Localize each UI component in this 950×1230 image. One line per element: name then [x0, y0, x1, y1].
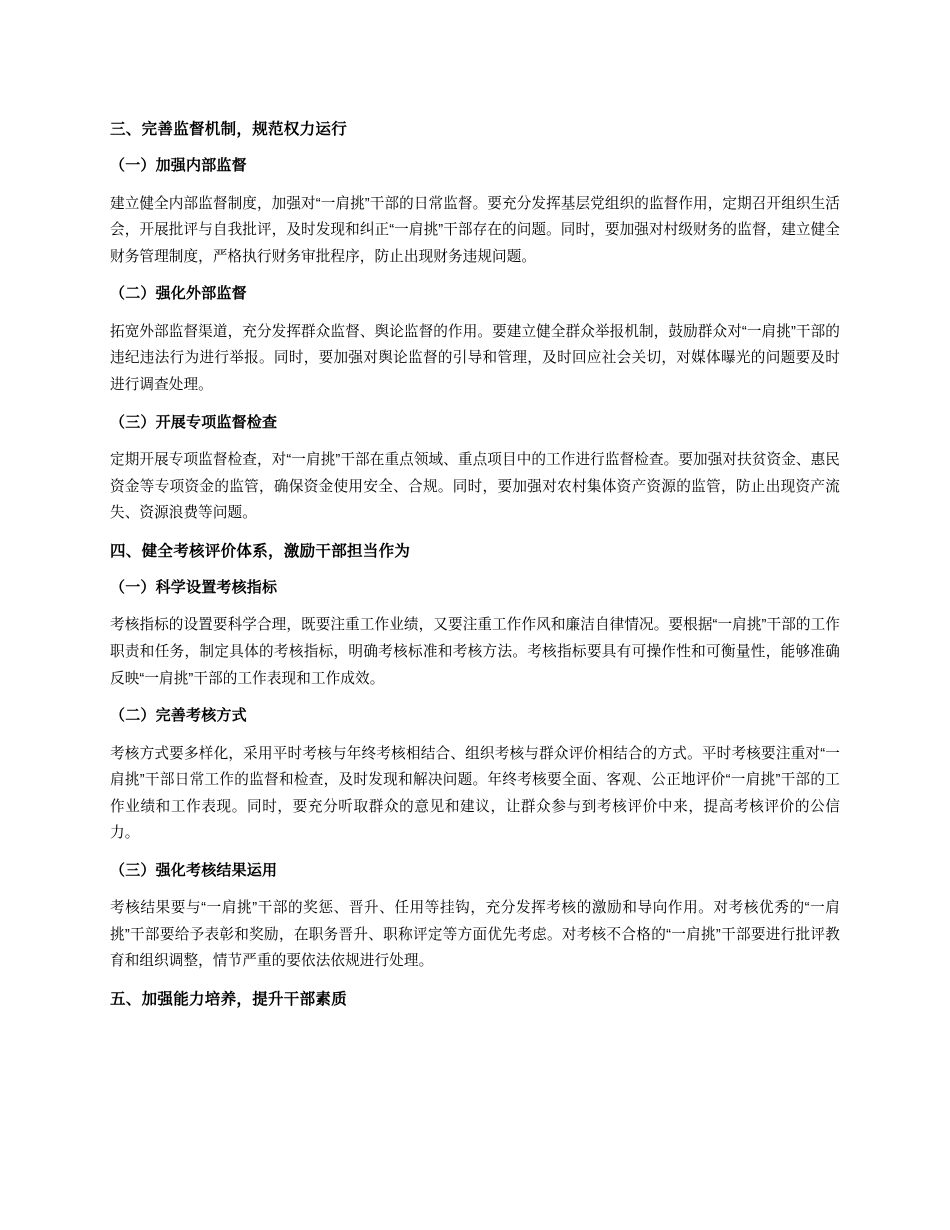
section-heading-4: 四、健全考核评价体系，激励干部担当作为	[110, 542, 411, 560]
subsection-heading-3-2: （二）强化外部监督	[110, 285, 247, 303]
section-heading-5: 五、加强能力培养，提升干部素质	[110, 990, 348, 1008]
paragraph-4-2: 考核方式要多样化，采用平时考核与年终考核相结合、组织考核与群众评价相结合的方式。平时考核要注重对“一肩挑”干部日常工作的监督和检查，及时发现和解决问题。年终考核要全面、客观、公正地评价“一肩挑”干部的工作业绩和工作表现。同时，要充分听取群众的意见和建议，让群众参与到考核评价中来，提高考核评价的公信力。	[110, 745, 840, 842]
subsection-heading-4-2: （二）完善考核方式	[110, 707, 247, 725]
paragraph-3-1: 建立健全内部监督制度，加强对“一肩挑”干部的日常监督。要充分发挥基层党组织的监督作用，定期召开组织生活会，开展批评与自我批评，及时发现和纠正“一肩挑”干部存在的问题。同时，要加强对村级财务的监督，建立健全财务管理制度，严格执行财务审批程序，防止出现财务违规问题。	[110, 195, 840, 265]
subsection-heading-3-1: （一）加强内部监督	[110, 157, 247, 175]
subsection-heading-4-3: （三）强化考核结果运用	[110, 861, 278, 879]
paragraph-3-3: 定期开展专项监督检查，对“一肩挑”干部在重点领域、重点项目中的工作进行监督检查。要加强对扶贫资金、惠民资金等专项资金的监管，确保资金使用安全、合规。同时，要加强对农村集体资产资源的监管，防止出现资产流失、资源浪费等问题。	[110, 452, 840, 522]
section-heading-3: 三、完善监督机制，规范权力运行	[110, 121, 348, 138]
paragraph-4-1: 考核指标的设置要科学合理，既要注重工作业绩，又要注重工作作风和廉洁自律情况。要根据“一肩挑”干部的工作职责和任务，制定具体的考核指标，明确考核标准和考核方法。考核指标要具有可操作性和可衡量性，能够准确反映“一肩挑”干部的工作表现和工作成效。	[110, 617, 840, 687]
paragraph-4-3: 考核结果要与“一肩挑”干部的奖惩、晋升、任用等挂钩，充分发挥考核的激励和导向作用。对考核优秀的“一肩挑”干部要给予表彰和奖励，在职务晋升、职称评定等方面优先考虑。对考核不合格的“一肩挑”干部要进行批评教育和组织调整，情节严重的要依法依规进行处理。	[110, 900, 840, 970]
document-body	[110, 118, 840, 1011]
subsection-heading-3-3: （三）开展专项监督检查	[110, 413, 278, 431]
subsection-heading-4-1: （一）科学设置考核指标	[110, 578, 278, 596]
paragraph-3-2: 拓宽外部监督渠道，充分发挥群众监督、舆论监督的作用。要建立健全群众举报机制，鼓励群众对“一肩挑”干部的违纪违法行为进行举报。同时，要加强对舆论监督的引导和管理，及时回应社会关切，对媒体曝光的问题要及时进行调查处理。	[110, 323, 840, 393]
